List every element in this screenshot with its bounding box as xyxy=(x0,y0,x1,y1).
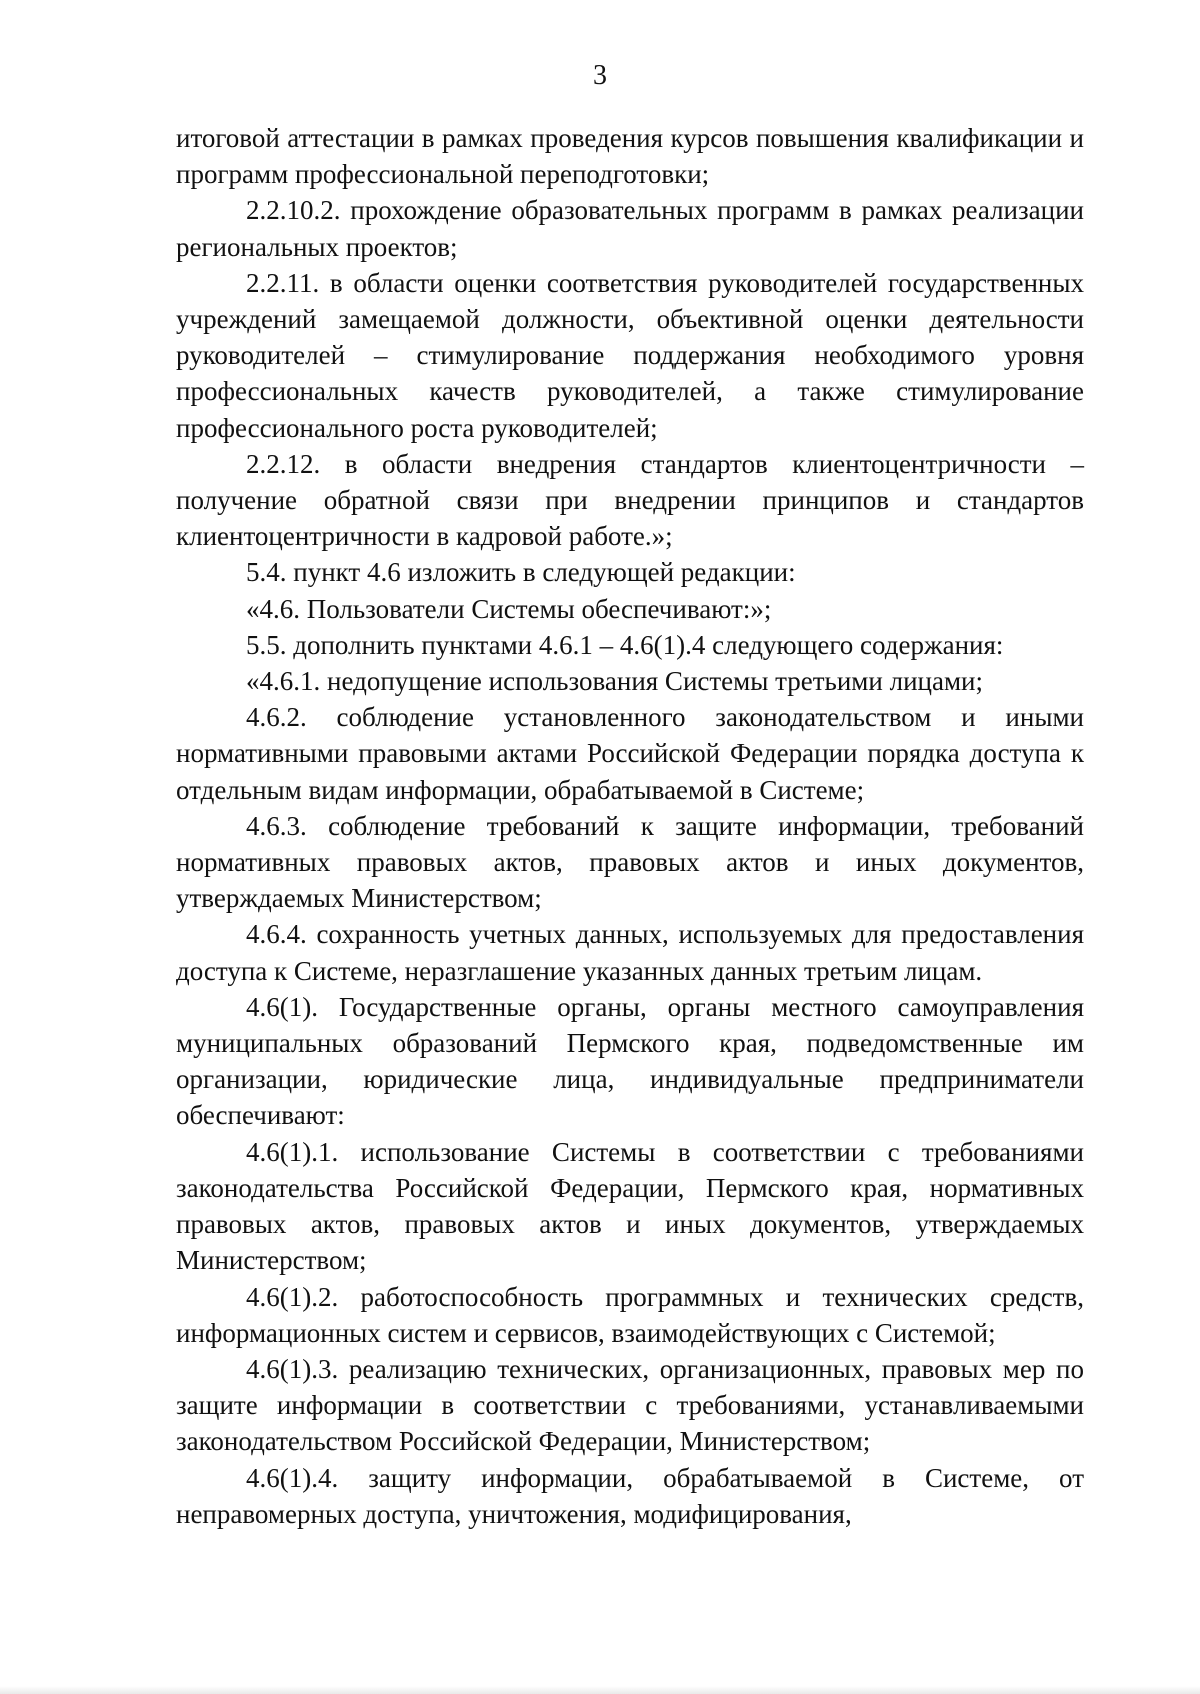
paragraph-continuation: итоговой аттестации в рамках проведения курсов повышения квалификации и программ профессиональной переподготовки; xyxy=(176,123,1084,190)
paragraph-4-6-1: «4.6.1. недопущение использования Системы третьими лицами; xyxy=(246,666,983,697)
paragraph-2-2-12: 2.2.12. в области внедрения стандартов клиентоцентричности – получение обратной связи при внедрении принципов и стандартов клиентоцентричности в кадровой работе.»; xyxy=(176,448,1084,552)
scan-bottom-edge xyxy=(0,1686,1200,1694)
page-number: 3 xyxy=(593,60,607,91)
paragraph-4-6-4: 4.6.4. сохранность учетных данных, используемых для предоставления доступа к Системе, неразглашение указанных данных третьим лицам. xyxy=(176,919,1084,986)
paragraph-4-6-quote: «4.6. Пользователи Системы обеспечивают:»; xyxy=(246,593,772,624)
paragraph-4-6-1-2: 4.6(1).2. работоспособность программных и технических средств, информационных систем и сервисов, взаимодействующих с Системой; xyxy=(176,1281,1084,1348)
paragraph-5-4: 5.4. пункт 4.6 изложить в следующей редакции: xyxy=(246,557,796,588)
paragraph-4-6-1-3: 4.6(1).3. реализацию технических, организационных, правовых мер по защите информации в соответствии с требованиями, устанавливаемыми законодательством Российской Федерации, Министерством; xyxy=(176,1353,1084,1457)
paragraph-2-2-10-2: 2.2.10.2. прохождение образовательных программ в рамках реализации региональных проектов; xyxy=(176,195,1084,262)
paragraph-4-6-1-1: 4.6(1).1. использование Системы в соответствии с требованиями законодательства Российской Федерации, Пермского края, нормативных правовых актов, правовых актов и иных документов, утверждаемых Министерством; xyxy=(176,1136,1084,1276)
paragraph-4-6-1-main: 4.6(1). Государственные органы, органы местного самоуправления муниципальных образований Пермского края, подведомственные им организации, юридические лица, индивидуальные предприниматели обеспечивают: xyxy=(176,991,1084,1131)
paragraph-5-5: 5.5. дополнить пунктами 4.6.1 – 4.6(1).4 следующего содержания: xyxy=(246,629,1004,660)
paragraph-2-2-11: 2.2.11. в области оценки соответствия руководителей государственных учреждений замещаемой должности, объективной оценки деятельности руководителей – стимулирование поддержания необходимого уровня профессиональных качеств руководителей, а также стимулирование профессионального роста руководителей; xyxy=(176,267,1084,443)
paragraph-4-6-2: 4.6.2. соблюдение установленного законодательством и иными нормативными правовыми актами Российской Федерации порядка доступа к отдельным видам информации, обрабатываемой в Системе; xyxy=(176,702,1084,805)
document-body xyxy=(176,120,1084,1532)
paragraph-4-6-1-4: 4.6(1).4. защиту информации, обрабатываемой в Системе, от неправомерных доступа, уничтожения, модифицирования, xyxy=(176,1462,1084,1529)
paragraph-4-6-3: 4.6.3. соблюдение требований к защите информации, требований нормативных правовых актов, правовых актов и иных документов, утверждаемых Министерством; xyxy=(176,810,1084,914)
